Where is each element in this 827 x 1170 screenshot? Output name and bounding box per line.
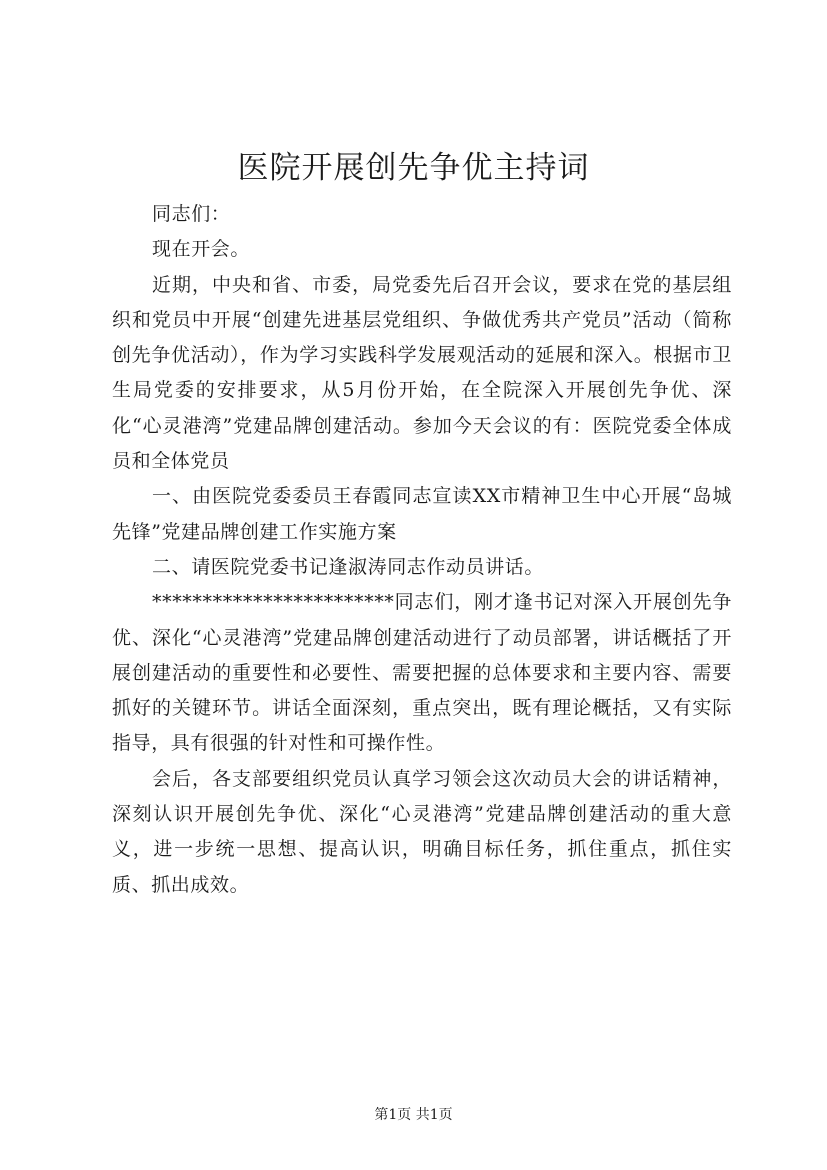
paragraph-closing: 会后，各支部要组织党员认真学习领会这次动员大会的讲话精神，深刻认识开展创先争优、深化“心灵港湾”党建品牌创建活动的重大意义，进一步统一思想、提高认识，明确目标任务，抓住重点，抓住实质、抓出成效。 (112, 767, 732, 896)
paragraph-item-one: 一、由医院党委委员王春霞同志宣读XX市精神卫生中心开展“岛城先锋”党建品牌创建工作实施方案 (112, 485, 732, 543)
document-title: 医院开展创先争优主持词 (237, 150, 590, 186)
paragraph-item-two: 二、请医院党委书记逢淑涛同志作动员讲话。 (152, 555, 545, 578)
paragraph-background: 近期，中央和省、市委，局党委先后召开会议，要求在党的基层组织和党员中开展“创建先进基层党组织、争做优秀共产党员”活动（简称创先争优活动），作为学习实践科学发展观活动的延展和深入。根据市卫生局党委的安排要求，从5月份开始，在全院深入开展创先争优、深化“心灵港湾”党建品牌创建活动。参加今天会议的有：医院党委全体成员和全体党员 (112, 273, 732, 473)
paragraph-greeting: 同志们： (152, 203, 231, 225)
page-number-footer: 第1页 共1页 (374, 1107, 453, 1123)
paragraph-summary: ************************同志们，刚才逢书记对深入开展创先争优、深化“心灵港湾”党建品牌创建活动进行了动员部署，讲话概括了开展创建活动的重要性和必要性、需要把握的总体要求和主要内容、需要抓好的关键环节。讲话全面深刻，重点突出，既有理论概括，又有实际指导，具有很强的针对性和可操作性。 (112, 591, 732, 755)
document-body (112, 197, 732, 903)
paragraph-opening: 现在开会。 (152, 238, 251, 261)
